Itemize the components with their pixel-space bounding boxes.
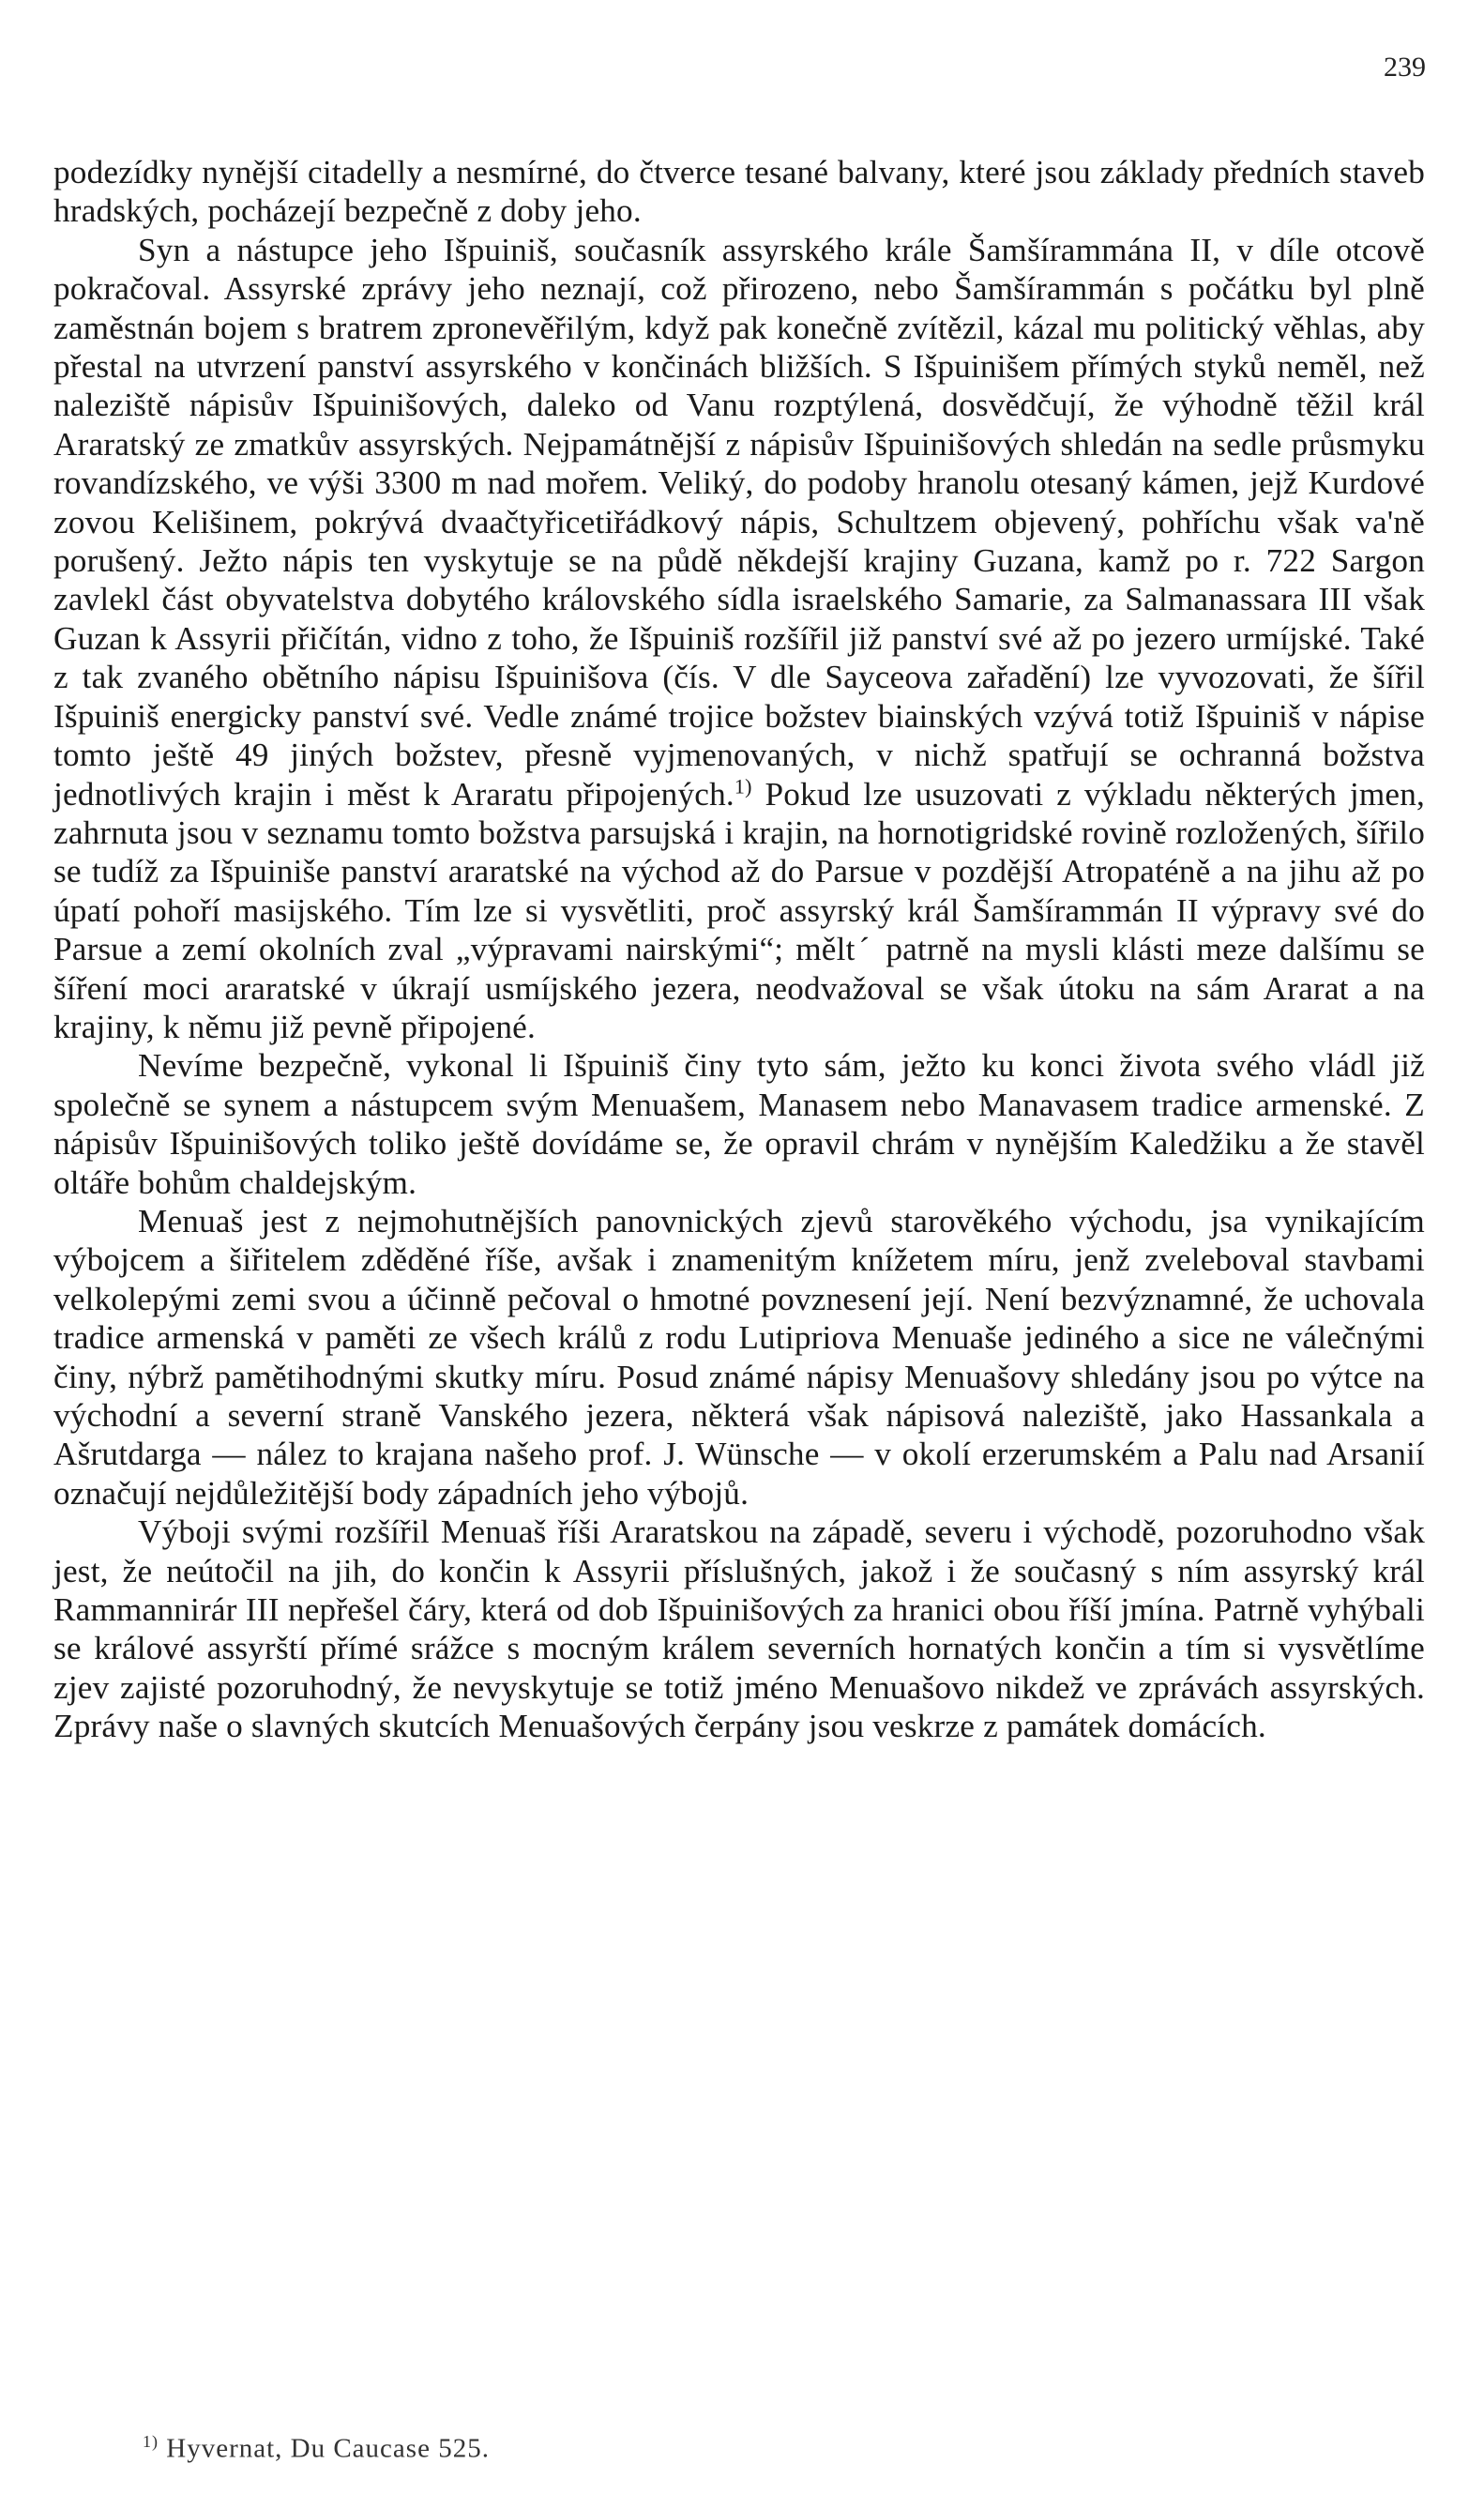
paragraph-text: Syn a nástupce jeho Išpuiniš, současník assyrského krále Šamšírammána II, v díle otcově pokračoval. Assyrské zprávy jeho neznají, což přirozeno, nebo Šamšírammán s počátku byl plně zaměstnán bojem s bratrem zpronevěřilým, když pak konečně zvítězil, kázal mu politický věhlas, aby přestal na utvrzení panství assyrského v končinách bližších. S Išpuinišem přímých styků neměl, než naleziště nápisův Išpuinišových, daleko od Vanu rozptýlená, dosvědčují, že výhodně těžil král Araratský ze zmatkův assyrských. Nejpamátnější z nápisův Išpuinišových shledán na sedle průsmyku rovandízského, ve výši 3300 m nad mořem. Veliký, do podoby hranolu otesaný kámen, jejž Kurdové zovou Kelišinem, pokrývá dvaačtyřicetiřádkový nápis, Schultzem objevený, pohříchu však va'ně porušený. Ježto nápis ten vyskytuje se na půdě někdejší krajiny Guzana, kamž po r. 722 Sargon zavlekl část obyvatelstva dobytého královského sídla israelského Samarie, za Salmanassara III však Guzan k Assyrii přičítán, vidno z toho, že Išpuiniš rozšířil již panství své až po jezero urmíjské. Také z tak zvaného obětního nápisu Išpuinišova (čís. V dle Sayceova zařadění) lze vyvozovati, že šířil Išpuiniš energicky panství své. Vedle známé trojice božstev biainských vzývá totiž Išpuiniš v nápise tomto ještě 49 jiných božstev, přesně vyjmenovaných, v nichž spatřují se ochranná božstva jednotlivých krajin i měst k Araratu připojených. [53, 231, 1425, 813]
footnote-mark: 1) [143, 2432, 159, 2451]
paragraph-text-continued: Pokud lze usuzovati z výkladu některých jmen, zahrnuta jsou v seznamu tomto božstva parsujská i krajin, na hornotigridské rovině rozložených, šířilo se tudíž za Išpuiniše panství araratské na východ až do Parsue v pozdější Atropaténě a na jihu až po úpatí pohoří masijského. Tím lze si vysvětliti, proč assyrský král Šamšírammán II výpravy své do Parsue a zemí okolních zval „výpravami nairskými“; měltˊ patrně na mysli klásti meze dalšímu se šíření moci araratské v úkrají usmíjského jezera, neodvažoval se však útoku na sám Ararat a na krajiny, k němu již pevně připojené. [53, 775, 1426, 1045]
paragraph: Nevíme bezpečně, vykonal li Išpuiniš činy tyto sám, ježto ku konci života svého vládl již společně se synem a nástupcem svým Menuašem, Manasem nebo Manavasem tradice armenské. Z nápisův Išpuinišových toliko ještě dovídáme se, že opravil chrám v nynějším Kaledžiku a že stavěl oltáře bohům chaldejským. [53, 1047, 1425, 1201]
paragraph: podezídky nynější citadelly a nesmírné, do čtverce tesané balvany, které jsou základy předních staveb hradských, pocházejí bezpečně z doby jeho. [53, 154, 1425, 230]
footnote-text: Hyvernat, Du Caucase 525. [166, 2433, 490, 2464]
page-number: 239 [1384, 52, 1426, 83]
body-text [53, 153, 1425, 1746]
footnote-reference: 1) [734, 773, 752, 798]
paragraph [53, 231, 1425, 1047]
paragraph: Výboji svými rozšířil Menuaš říši Araratskou na západě, severu i východě, pozoruhodno však jest, že neútočil na jih, do končin k Assyrii příslušných, jakož i že současný s ním assyrský král Rammannirár III nepřešel čáry, která od dob Išpuinišových za hranici obou říší jmína. Patrně vyhýbali se králové assyrští přímé srážce s mocným králem severních hornatých končin a tím si vysvětlíme zjev zajisté pozoruhodný, že nevyskytuje se totiž jméno Menuašovo nikdež ve zprávách assyrských. Zprávy naše o slavných skutcích Menuašových čerpány jsou veskrze z památek domácích. [53, 1513, 1425, 1745]
paragraph: Menuaš jest z nejmohutnějších panovnických zjevů starověkého východu, jsa vynikajícím výbojcem a šiřitelem zděděné říše, avšak i znamenitým knížetem míru, jenž zveleboval stavbami velkolepými zemi svou a účinně pečoval o hmotné povznesení její. Není bezvýznamné, že uchovala tradice armenská v paměti ze všech králů z rodu Lutipriova Menuaše jediného a sice ne válečnými činy, nýbrž pamětihodnými skutky míru. Posud známé nápisy Menuašovy shledány jsou po výtce na východní a severní straně Vanského jezera, některá však nápisová naleziště, jako Hassankala a Ašrutdarga — nález to krajana našeho prof. J. Wünsche — v okolí erzerumském a Palu nad Arsanií označují nejdůležitější body západních jeho výbojů. [53, 1202, 1425, 1512]
footnote [143, 2432, 490, 2465]
